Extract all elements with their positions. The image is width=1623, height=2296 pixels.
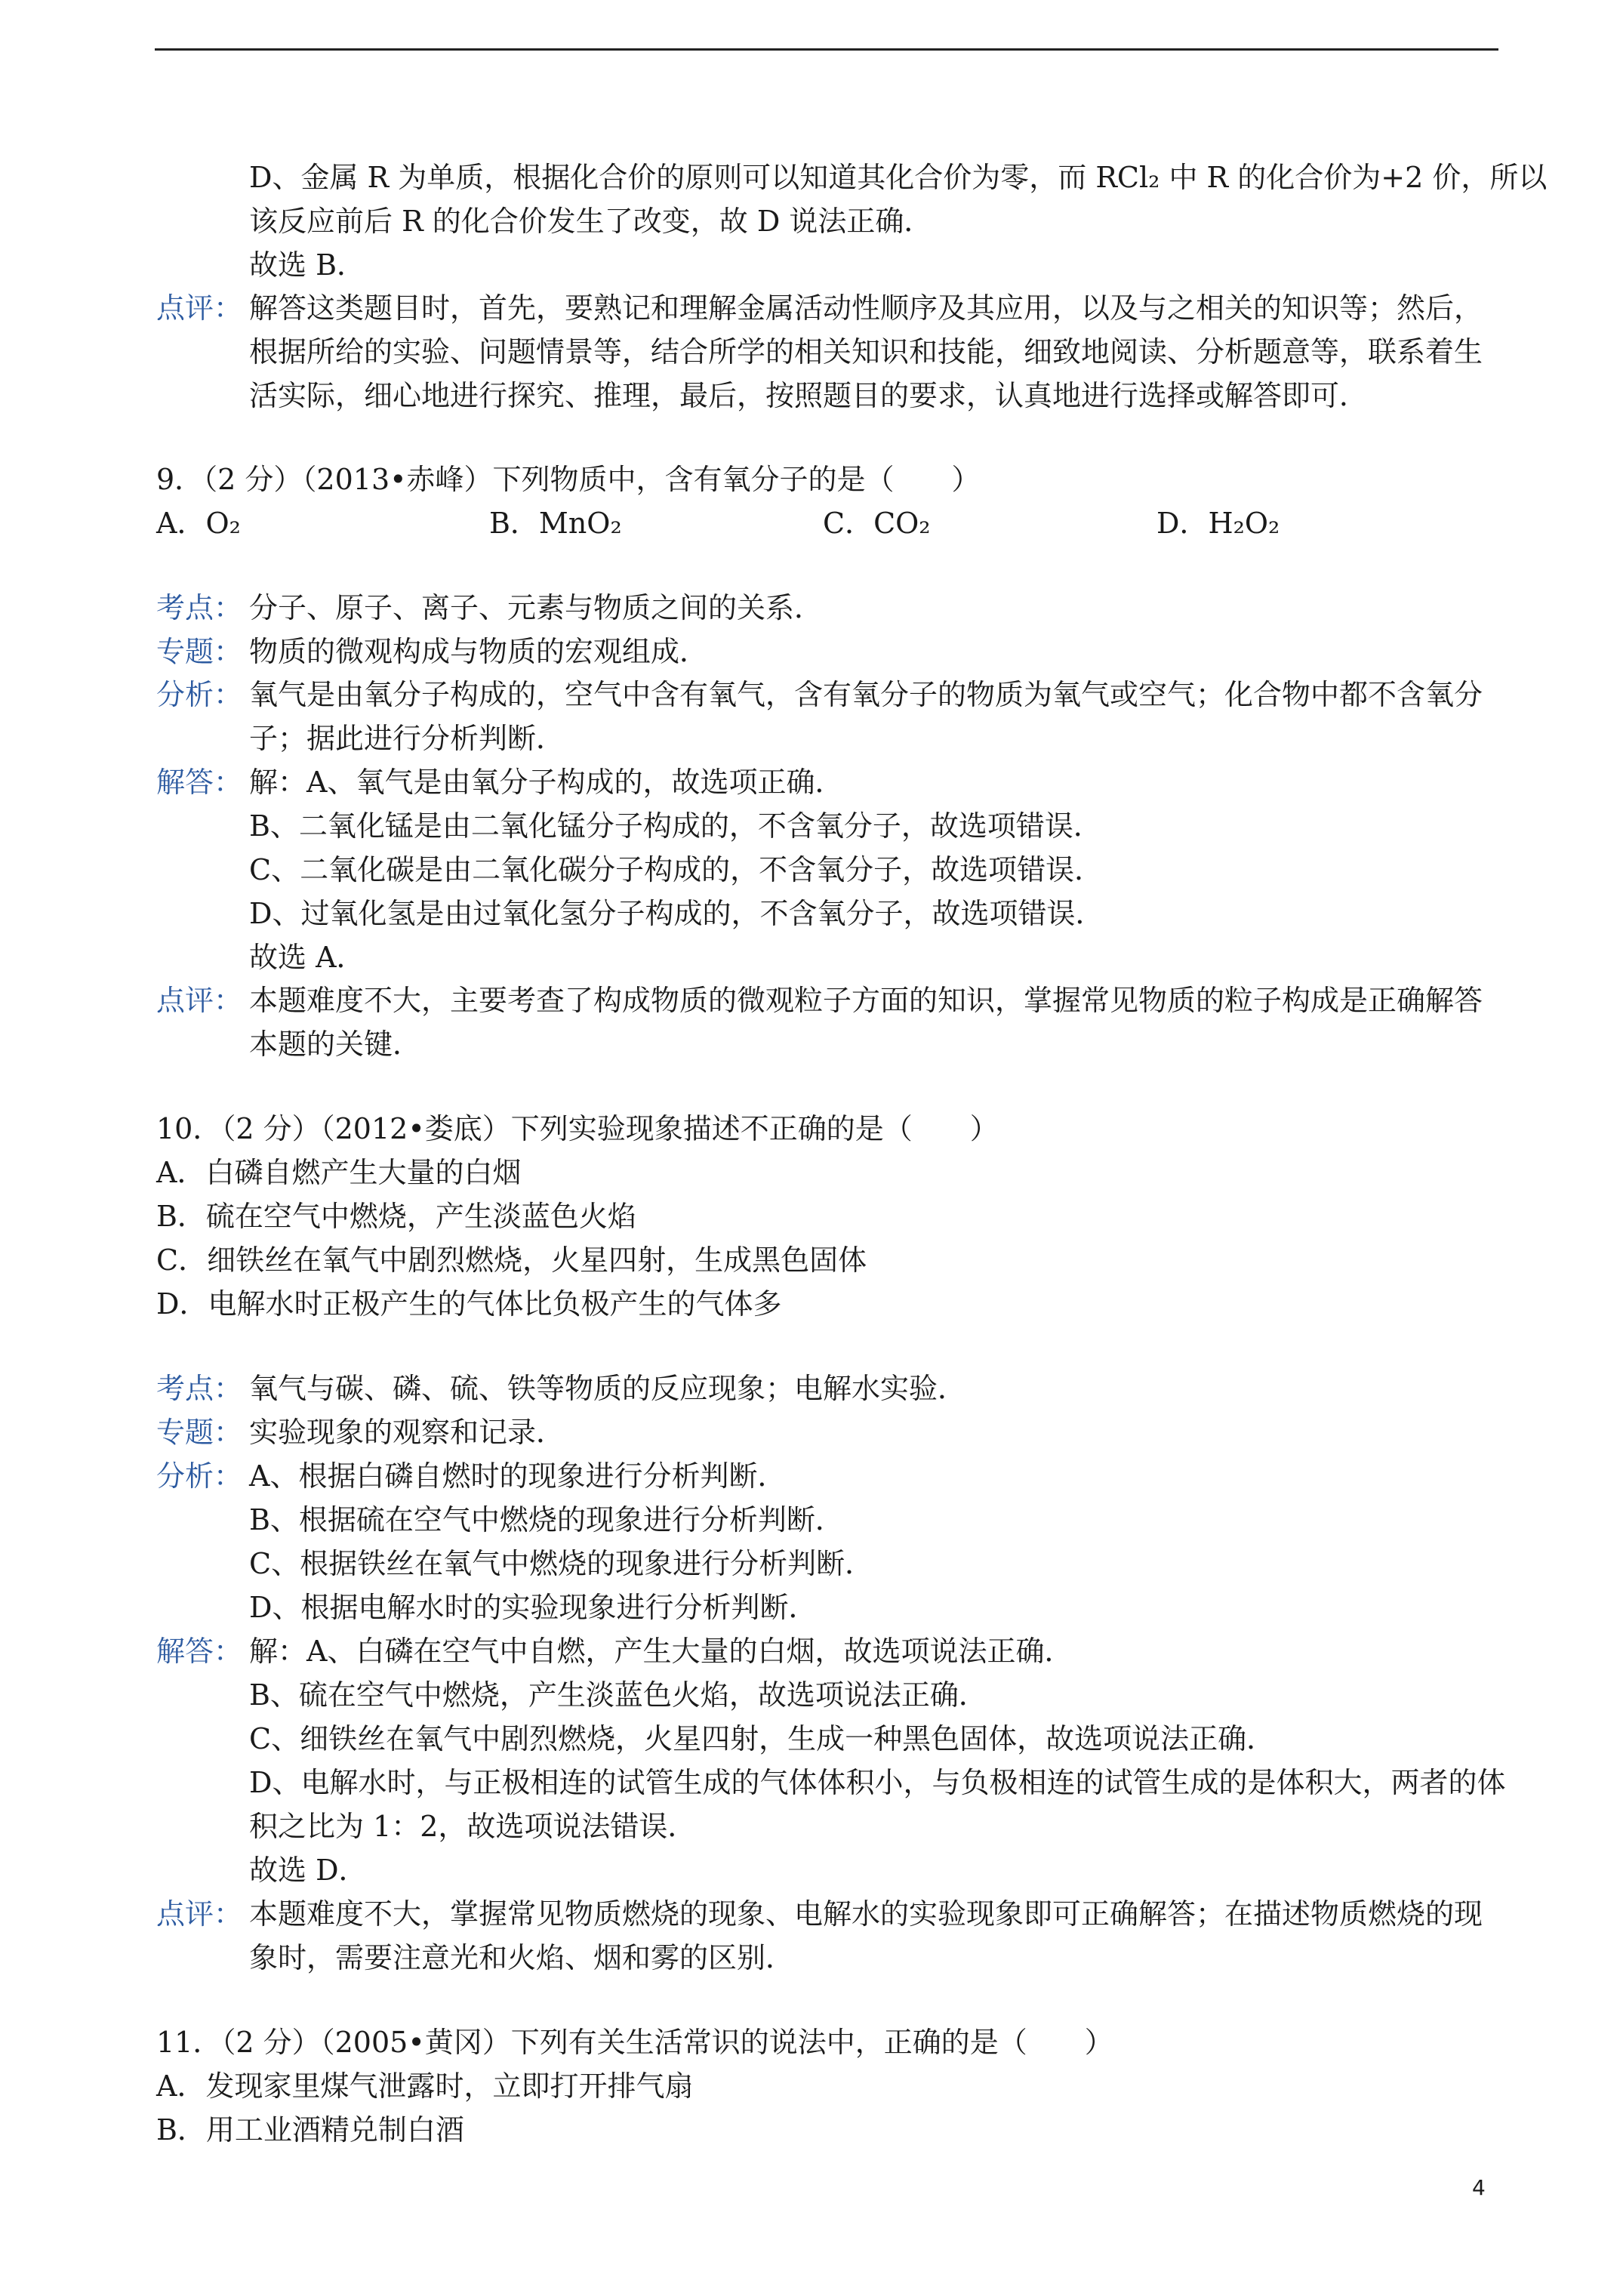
q10-answer: 故选 D． [249,1854,368,1887]
q9-dianping-line2: 本题的关键． [249,1028,422,1061]
q11-option-a: A．发现家里煤气泄露时，立即打开排气扇 [156,2069,694,2103]
q10-fenxi-line1: A、根据白磷自燃时的现象进行分析判断． [249,1459,787,1493]
q9-fenxi-label: 分析： [156,678,243,711]
q8-option-d-explanation-line1: D、金属 R 为单质，根据化合价的原则可以知道其化合价为零，而 RCl₂ 中 R 的化合价为+2 价，所以 [249,161,1548,194]
q10-zhuanti-label: 专题： [156,1416,243,1449]
q9-jieda-line3: C、二氧化碳是由二氧化碳分子构成的，不含氧分子，故选项错误． [249,853,1104,886]
q9-fenxi-line2: 子；据此进行分析判断． [249,722,565,755]
q9-option-a: A．O₂ [156,507,241,540]
q9-dianping-line1: 本题难度不大，主要考查了构成物质的微观粒子方面的知识，掌握常见物质的粒子构成是正确解答 [249,984,1483,1017]
q9-jieda-line4: D、过氧化氢是由过氧化氢分子构成的，不含氧分子，故选项错误． [249,897,1104,930]
q11-stem: 11．（2 分）（2005•黄冈）下列有关生活常识的说法中，正确的是（ ） [156,2026,1113,2059]
q9-dianping-label: 点评： [156,984,243,1017]
q10-dianping-line1: 本题难度不大，掌握常见物质燃烧的现象、电解水的实验现象即可正确解答；在描述物质燃烧的现 [249,1897,1483,1931]
q9-stem: 9．（2 分）（2013•赤峰）下列物质中，含有氧分子的是（ ） [156,463,981,496]
q10-fenxi-line3: C、根据铁丝在氧气中燃烧的现象进行分析判断． [249,1547,874,1580]
q10-zhuanti: 实验现象的观察和记录． [249,1416,565,1449]
q10-jieda-line3: C、细铁丝在氧气中剧烈燃烧，火星四射，生成一种黑色固体，故选项说法正确． [249,1722,1276,1755]
q9-jieda-line2: B、二氧化锰是由二氧化锰分子构成的，不含氧分子，故选项错误． [249,809,1102,843]
q9-kaodian-label: 考点： [156,591,243,624]
q10-kaodian: 氧气与碳、磷、硫、铁等物质的反应现象；电解水实验． [249,1372,967,1405]
q8-answer: 故选 B． [249,248,366,282]
q10-option-b: B．硫在空气中燃烧，产生淡蓝色火焰 [156,1200,636,1233]
q9-jieda-label: 解答： [156,766,243,799]
q8-comment-line2: 根据所给的实验、问题情景等，结合所学的相关知识和技能，细致地阅读、分析题意等，联系着生 [249,335,1483,368]
q10-jieda-line5: 积之比为 1：2，故选项说法错误． [249,1810,697,1843]
page-number: 4 [1472,2175,1486,2200]
q8-option-d-explanation-line2: 该反应前后 R 的化合价发生了改变，故 D 说法正确． [249,205,933,238]
q10-option-d: D．电解水时正极产生的气体比负极产生的气体多 [156,1287,782,1321]
header-rule [155,48,1498,51]
q10-dianping-line2: 象时，需要注意光和火焰、烟和雾的区别． [249,1941,795,1974]
q10-fenxi-line4: D、根据电解水时的实验现象进行分析判断． [249,1591,818,1624]
q9-option-c: C．CO₂ [823,507,931,540]
q10-jieda-line4: D、电解水时，与正极相连的试管生成的气体体积小，与负极相连的试管生成的是体积大，两者的体 [249,1766,1506,1799]
q10-fenxi-line2: B、根据硫在空气中燃烧的现象进行分析判断． [249,1503,844,1536]
q10-kaodian-label: 考点： [156,1372,243,1405]
q10-stem: 10．（2 分）（2012•娄底）下列实验现象描述不正确的是（ ） [156,1112,999,1145]
q10-jieda-label: 解答： [156,1635,243,1668]
q8-comment-label: 点评： [156,291,243,325]
q9-fenxi-line1: 氧气是由氧分子构成的，空气中含有氧气，含有氧分子的物质为氧气或空气；化合物中都不含氧分 [249,678,1483,711]
q10-jieda-line1: 解：A、白磷在空气中自燃，产生大量的白烟，故选项说法正确． [249,1635,1073,1668]
q9-zhuanti-label: 专题： [156,635,243,668]
q8-comment-line1: 解答这类题目时，首先，要熟记和理解金属活动性顺序及其应用，以及与之相关的知识等；然后， [249,291,1483,325]
q11-option-b: B．用工业酒精兑制白酒 [156,2113,464,2147]
q9-kaodian: 分子、原子、离子、元素与物质之间的关系． [249,591,824,624]
q10-fenxi-label: 分析： [156,1459,243,1493]
q10-dianping-label: 点评： [156,1897,243,1931]
q9-zhuanti: 物质的微观构成与物质的宏观组成． [249,635,709,668]
q10-jieda-line2: B、硫在空气中燃烧，产生淡蓝色火焰，故选项说法正确． [249,1678,987,1712]
q9-option-b: B．MnO₂ [489,507,622,540]
q9-jieda-line1: 解：A、氧气是由氧分子构成的，故选项正确． [249,766,844,799]
q8-comment-line3: 活实际，细心地进行探究、推理，最后，按照题目的要求，认真地进行选择或解答即可． [249,379,1369,412]
q10-option-c: C．细铁丝在氧气中剧烈燃烧，火星四射，生成黑色固体 [156,1244,867,1277]
q10-option-a: A．白磷自燃产生大量的白烟 [156,1156,522,1189]
q9-answer: 故选 A． [249,941,365,974]
q9-option-d: D．H₂O₂ [1156,507,1280,540]
